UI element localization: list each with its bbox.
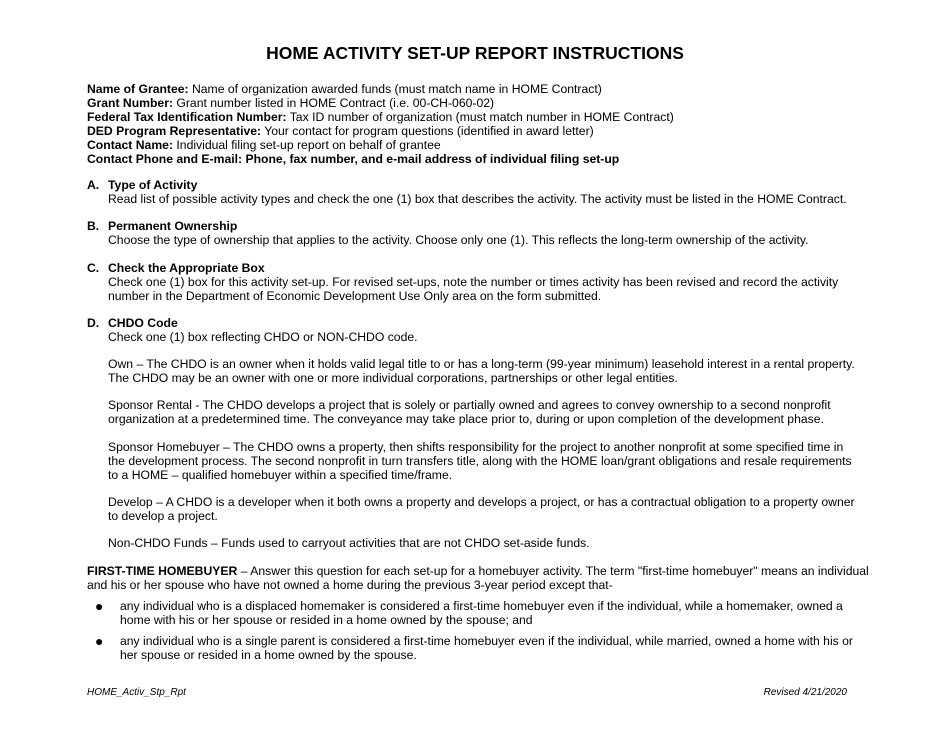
chdo-sponsor-rental: Sponsor Rental - The CHDO develops a project that is solely or partially owned and agrees to convey ownership to a second nonprofit organization at a predetermined time. The conveyance may take place prior to, during or upon completion of the development phase. (108, 398, 831, 426)
field-label: Grant Number: (87, 96, 173, 110)
field-grant-number (87, 96, 907, 110)
section-body: Read list of possible activity types and check the one (1) box that describes the activity. The activity must be listed in the HOME Contract. (108, 192, 847, 206)
field-tax-id (87, 110, 907, 124)
section-body: Choose the type of ownership that applies to the activity. Choose only one (1). This reflects the long-term ownership of the activity. (108, 233, 809, 247)
field-text: Tax ID number of organization (must match number in HOME Contract) (286, 110, 674, 124)
first-time-text: – Answer this question for each set-up for a homebuyer activity. The term "first-time homebuyer" means an individual and his or her spouse who have not owned a home during the previous 3-year period except that- (87, 564, 869, 592)
field-contact-phone (87, 152, 907, 166)
section-letter: A. (87, 178, 100, 192)
section-body: Check one (1) box for this activity set-up. For revised set-ups, note the number or times activity has been revised and record the activity number in the Department of Economic Development Use Only area on the form submitted. (108, 275, 839, 303)
section-c (87, 261, 877, 303)
section-heading: Type of Activity (108, 178, 198, 192)
bullet-icon: ● (95, 598, 104, 614)
list-item (95, 634, 875, 662)
first-time-label: FIRST-TIME HOMEBUYER (87, 564, 238, 578)
chdo-own: Own – The CHDO is an owner when it holds valid legal title to or has a long-term (99-year minimum) leasehold interest in a rental property. The CHDO may be an owner with one or more individual corporations, partnerships or other legal entities. (108, 357, 855, 385)
field-label: Contact Phone and E-mail: Phone, fax number, and e-mail address of individual filing set-up (87, 152, 620, 166)
footer-revision: Revised 4/21/2020 (763, 687, 847, 698)
section-letter: B. (87, 219, 100, 233)
header-fields (87, 82, 907, 166)
page-title: HOME ACTIVITY SET-UP REPORT INSTRUCTIONS (266, 43, 684, 63)
section-letter: D. (87, 316, 100, 330)
field-label: Federal Tax Identification Number: (87, 110, 287, 124)
section-b (87, 219, 877, 247)
field-text: Individual filing set-up report on behalf of grantee (173, 138, 441, 152)
field-text: Name of organization awarded funds (must match name in HOME Contract) (188, 82, 602, 96)
field-text: Your contact for program questions (identified in award letter) (261, 124, 594, 138)
field-label: DED Program Representative: (87, 124, 262, 138)
section-d (87, 316, 877, 344)
field-ded-rep (87, 124, 907, 138)
section-body: Check one (1) box reflecting CHDO or NON-CHDO code. (108, 330, 418, 344)
non-chdo-funds: Non-CHDO Funds – Funds used to carryout activities that are not CHDO set-aside funds. (108, 536, 590, 550)
field-label: Contact Name: (87, 138, 174, 152)
chdo-develop: Develop – A CHDO is a developer when it both owns a property and develops a project, or has a contractual obligation to a property owner to develop a project. (108, 495, 855, 523)
list-item (95, 599, 875, 627)
bullet-icon: ● (95, 633, 104, 649)
list-item-text: any individual who is a displaced homemaker is considered a first-time homebuyer even if the individual, while a homemaker, owned a home with his or her spouse or resided in a home owned by the spouse; and (120, 599, 843, 627)
section-heading: Permanent Ownership (108, 219, 238, 233)
section-letter: C. (87, 261, 100, 275)
first-time-homebuyer (87, 564, 877, 592)
field-text: Grant number listed in HOME Contract (i.e. 00-CH-060-02) (173, 96, 495, 110)
footer-form-id: HOME_Activ_Stp_Rpt (87, 687, 186, 698)
chdo-sponsor-homebuyer: Sponsor Homebuyer – The CHDO owns a property, then shifts responsibility for the project to another nonprofit at some specified time in the development process. The second nonprofit in turn transfers title, along with the HOME loan/grant obligations and resale requirements to a HOME – qualified homebuyer within a specified time/frame. (108, 440, 852, 482)
list-item-text: any individual who is a single parent is considered a first-time homebuyer even if the individual, while married, owned a home with his or her spouse or resided in a home owned by the spouse. (120, 634, 853, 662)
field-contact-name (87, 138, 907, 152)
field-grantee (87, 82, 907, 96)
section-heading: CHDO Code (108, 316, 178, 330)
field-label: Name of Grantee: (87, 82, 189, 96)
section-a (87, 178, 877, 206)
section-heading: Check the Appropriate Box (108, 261, 265, 275)
